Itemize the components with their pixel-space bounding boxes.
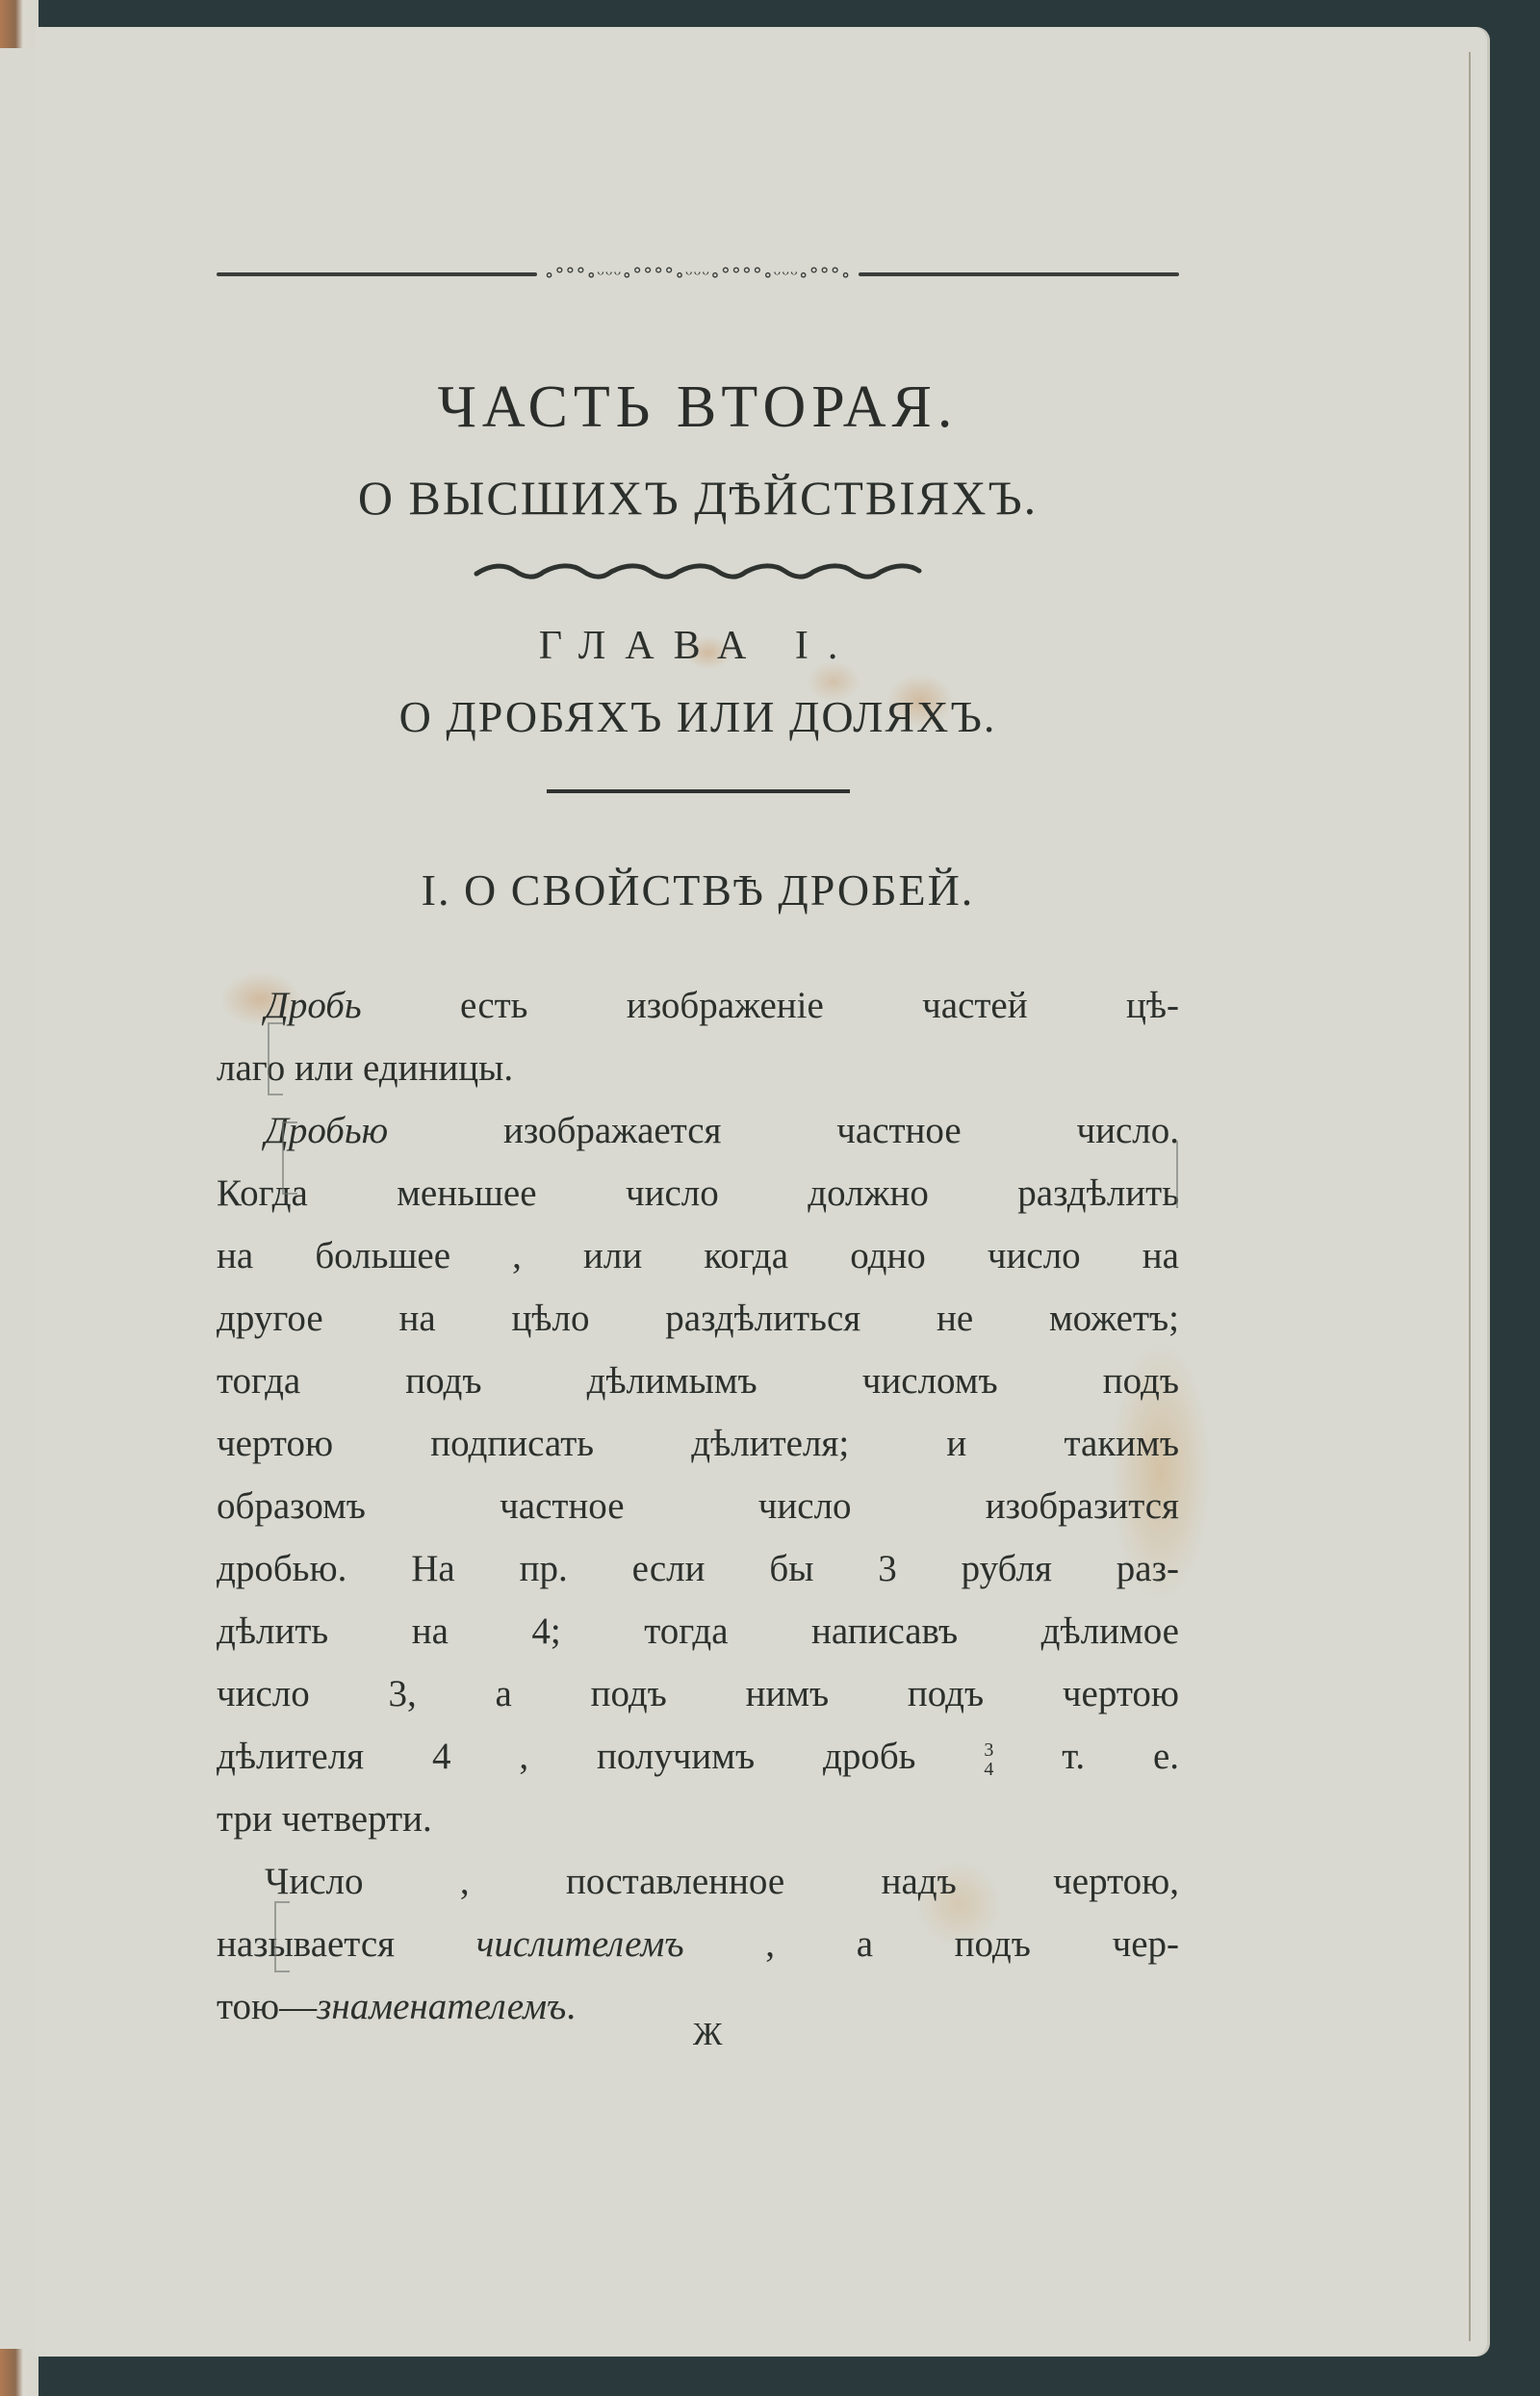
- text-line: [217, 1037, 1179, 1099]
- line-text: образомъ частное число изобразится: [217, 1485, 1179, 1527]
- wave-ornament-icon: [472, 556, 924, 585]
- defined-term: Дробью: [265, 1110, 389, 1151]
- line-text: другое на цѣло раздѣлиться не можетъ;: [217, 1298, 1179, 1339]
- part-subtitle: О ВЫСШИХЪ ДѢЙСТВІЯХЪ.: [357, 471, 1039, 525]
- chapter-subtitle: О ДРОБЯХЪ ИЛИ ДОЛЯХЪ.: [398, 692, 997, 741]
- section-rule: [547, 789, 850, 793]
- fraction-three-quarters: [984, 1740, 993, 1779]
- line-text: три четверти.: [217, 1798, 432, 1840]
- ornament-chain: ∘°°°∘ᵕᵕᵕ∘°°°°∘ᵕᵕᵕ∘°°°°∘ᵕᵕᵕ∘°°°∘: [544, 263, 852, 286]
- ornament-rule-left: [217, 272, 537, 276]
- pencil-bracket-mark: [282, 1121, 297, 1195]
- text-line: [217, 1224, 1179, 1287]
- fraction-denominator: 4: [984, 1759, 994, 1781]
- line-text: на большее , или когда одно число на: [217, 1235, 1179, 1276]
- pencil-bracket-mark: [268, 1022, 283, 1095]
- page-content: [217, 260, 1179, 2038]
- text-line: [217, 1662, 1179, 1725]
- text-line: [217, 1725, 1179, 1788]
- pencil-bracket-mark: [1176, 1141, 1178, 1208]
- text-line: [217, 974, 1179, 1037]
- line-text: , а подъ чер-: [683, 1923, 1179, 1965]
- line-text: число 3, а подъ нимъ подъ чертою: [217, 1673, 1179, 1714]
- line-text: чертою подписать дѣлителя; и такимъ: [217, 1423, 1179, 1464]
- ornament-rule-right: [859, 272, 1179, 276]
- text-line: [217, 1850, 1179, 1913]
- pencil-bracket-mark: [274, 1901, 290, 1972]
- text-line: [217, 1099, 1179, 1162]
- text-line: [217, 1162, 1179, 1224]
- top-ornament: [217, 260, 1179, 289]
- signature-mark: Ж: [693, 2017, 723, 2052]
- line-text: Когда меньшее число должно раздѣлить: [217, 1172, 1179, 1214]
- defined-term: Дробь: [265, 985, 362, 1026]
- line-text: изображается частное число.: [388, 1110, 1179, 1151]
- page-edge-line: [1469, 52, 1471, 2341]
- fraction-numerator: 3: [984, 1739, 994, 1762]
- chapter-title: ГЛАВА I.: [538, 624, 858, 668]
- line-text: Число , поставленное надъ чертою,: [265, 1861, 1179, 1902]
- text-line: [217, 1600, 1179, 1662]
- text-line: [217, 1788, 1179, 1850]
- line-text: дѣлителя 4 , получимъ дробь: [217, 1736, 985, 1777]
- text-line: [217, 1475, 1179, 1537]
- text-line: [217, 1412, 1179, 1475]
- line-text: есть изображеніе частей цѣ-: [361, 985, 1179, 1026]
- line-text: называется: [217, 1923, 476, 1965]
- line-text: дробью. На пр. если бы 3 рубля раз-: [217, 1548, 1179, 1589]
- paragraph-definition: [217, 974, 1179, 1099]
- text-line: [217, 1350, 1179, 1412]
- line-text: тогда подъ дѣлимымъ числомъ подъ: [217, 1360, 1179, 1402]
- text-line: [217, 1287, 1179, 1350]
- wavy-divider: [217, 556, 1179, 591]
- text-line: [217, 1913, 1179, 1975]
- text-line: [217, 1537, 1179, 1600]
- line-text: дѣлить на 4; тогда написавъ дѣлимое: [217, 1610, 1179, 1652]
- paragraph-explanation: [217, 1099, 1179, 1850]
- term-denominator: знаменателемъ: [317, 1986, 567, 2027]
- line-text: .: [566, 1986, 576, 2027]
- line-text: лаго или единицы.: [217, 1047, 514, 1089]
- paragraph-terms: [217, 1850, 1179, 2038]
- part-title: ЧАСТЬ ВТОРАЯ.: [437, 374, 959, 440]
- body-text: [217, 974, 1179, 2038]
- line-text: тою—: [217, 1986, 318, 2027]
- section-title: I. О СВОЙСТВѢ ДРОБЕЙ.: [421, 865, 975, 915]
- line-text: т. е.: [993, 1736, 1180, 1777]
- term-numerator: числителемъ: [475, 1923, 684, 1965]
